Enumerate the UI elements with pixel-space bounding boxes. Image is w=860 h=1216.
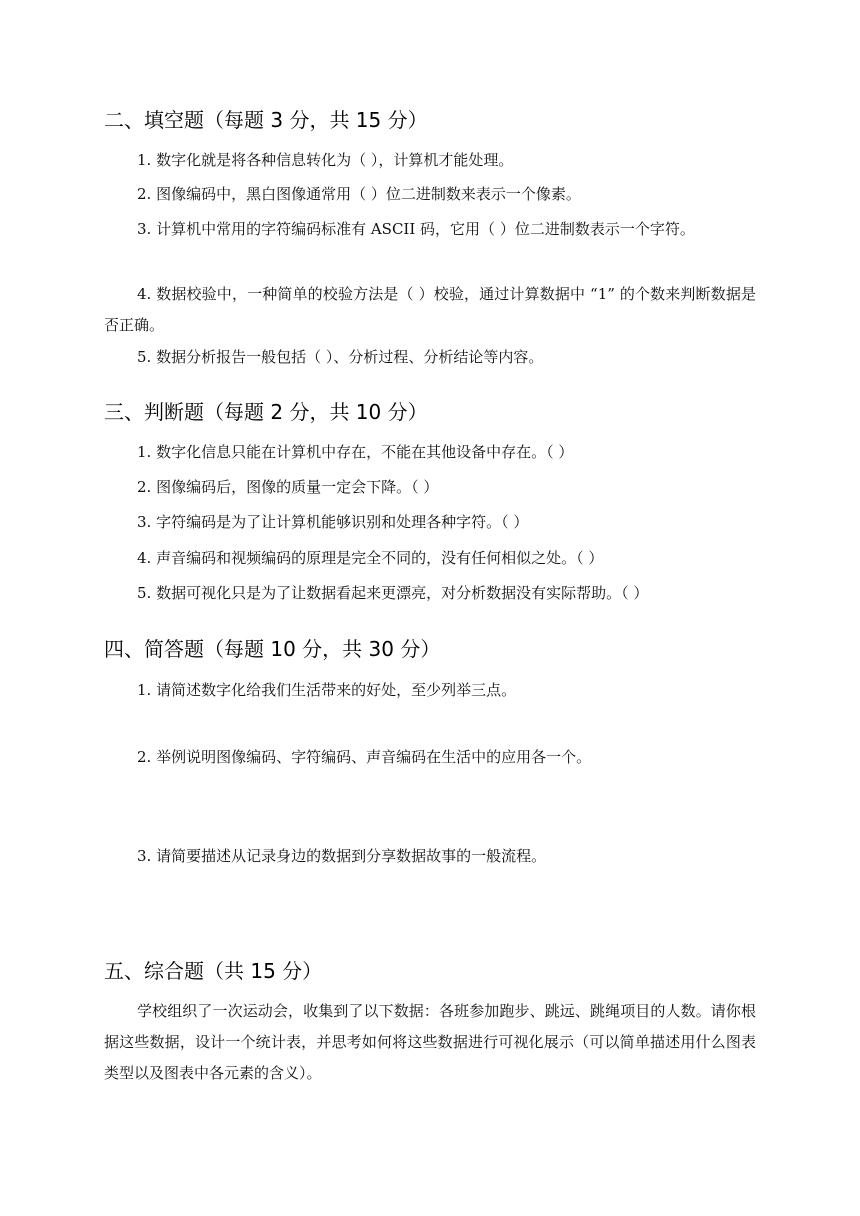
question-item: 3. 计算机中常用的字符编码标准有 ASCII 码，它用（ ）位二进制数表示一个字符。 xyxy=(137,220,695,238)
question-item: 3. 请简要描述从记录身边的数据到分享数据故事的一般流程。 xyxy=(137,847,547,865)
question-item: 2. 举例说明图像编码、字符编码、声音编码在生活中的应用各一个。 xyxy=(137,748,592,766)
section-heading-comprehensive: 五、综合题（共 15 分） xyxy=(104,959,323,983)
question-item: 学校组织了一次运动会，收集到了以下数据：各班参加跑步、跳远、跳绳项目的人数。请你根据这些数据，设计一个统计表，并思考如何将这些数据进行可视化展示（可以简单描述用什么图表类型以及图表中各元素的含义）。 xyxy=(104,1002,756,1082)
question-item: 1. 请简述数字化给我们生活带来的好处，至少列举三点。 xyxy=(137,681,517,699)
question-item: 4. 数据校验中，一种简单的校验方法是（ ）校验，通过计算数据中 “1” 的个数来判断数据是否正确。 xyxy=(104,285,756,334)
section-heading-fill-in: 二、填空题（每题 3 分，共 15 分） xyxy=(104,108,428,132)
question-item: 4. 声音编码和视频编码的原理是完全不同的，没有任何相似之处。（ ） xyxy=(137,549,604,567)
question-item: 2. 图像编码中，黑白图像通常用（ ）位二进制数来表示一个像素。 xyxy=(137,185,581,203)
question-item: 5. 数据可视化只是为了让数据看起来更漂亮，对分析数据没有实际帮助。（ ） xyxy=(137,584,649,602)
question-item: 5. 数据分析报告一般包括（ ）、分析过程、分析结论等内容。 xyxy=(137,348,544,366)
question-item: 3. 字符编码是为了让计算机能够识别和处理各种字符。（ ） xyxy=(137,513,529,531)
question-item: 1. 数字化信息只能在计算机中存在，不能在其他设备中存在。（ ） xyxy=(137,443,574,461)
section-heading-short-answer: 四、简答题（每题 10 分，共 30 分） xyxy=(104,637,441,661)
section-heading-true-false: 三、判断题（每题 2 分，共 10 分） xyxy=(104,400,428,424)
question-item: 1. 数字化就是将各种信息转化为（ ），计算机才能处理。 xyxy=(137,151,514,169)
question-item: 2. 图像编码后，图像的质量一定会下降。（ ） xyxy=(137,478,439,496)
